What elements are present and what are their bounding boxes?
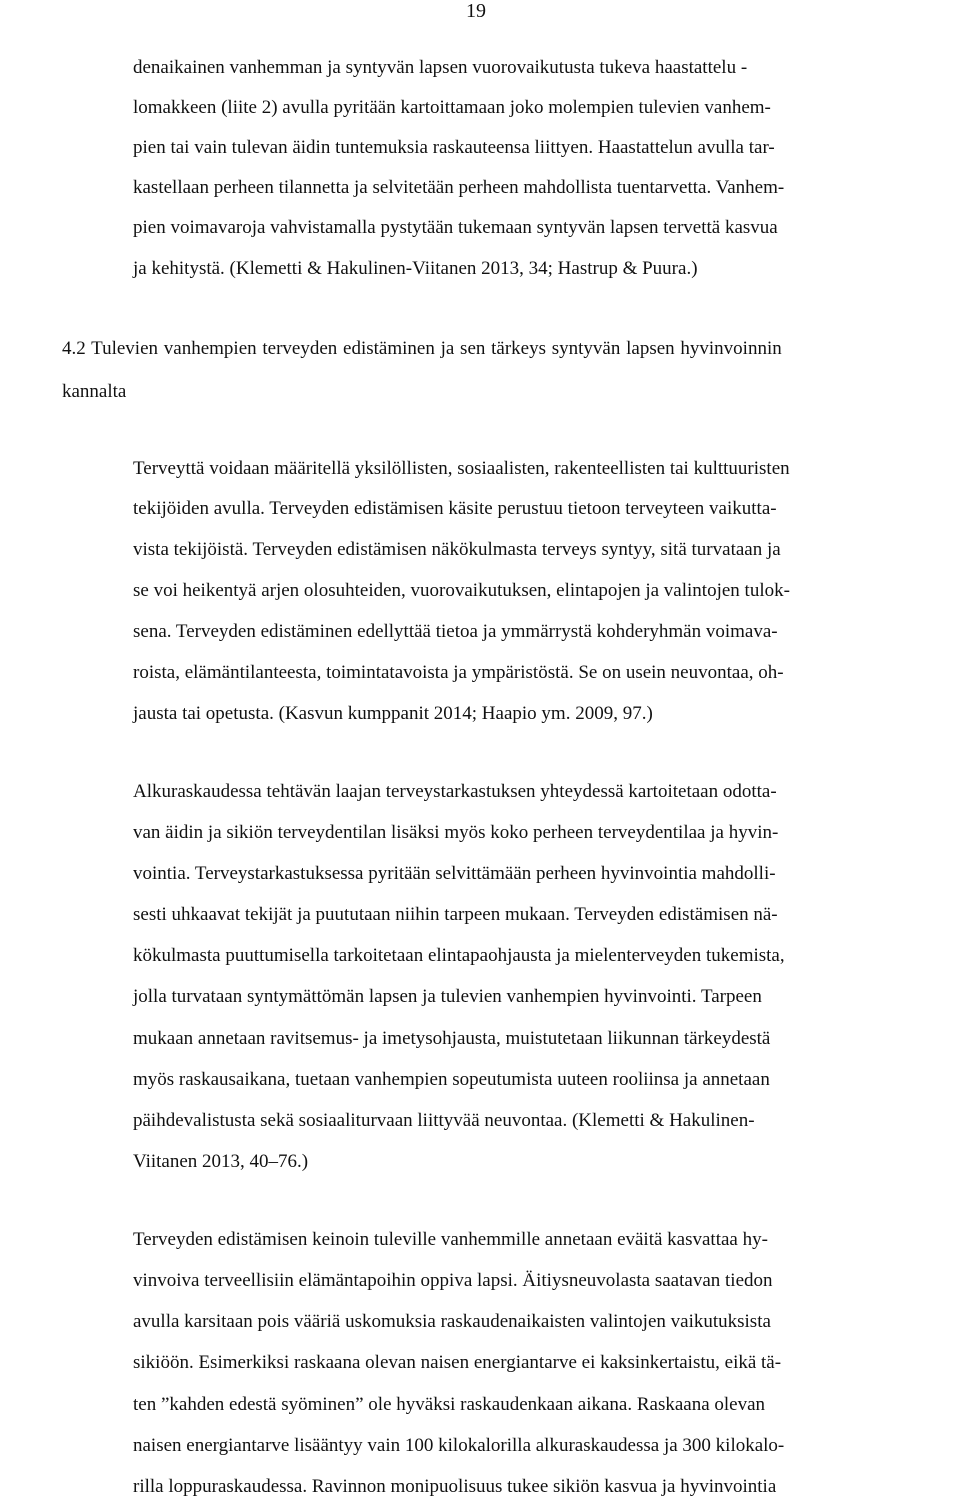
text-line: van äidin ja sikiön terveydentilan lisäksi myös koko perheen terveydentilaa ja hyvin-: [133, 822, 779, 843]
text-line: Terveyttä voidaan määritellä yksilöllisten, sosiaalisten, rakenteellisten tai kulttuuristen: [133, 458, 790, 479]
text-line: kastellaan perheen tilannetta ja selvitetään perheen mahdollista tuentarvetta. Vanhem-: [133, 177, 785, 198]
text-line: sesti uhkaavat tekijät ja puututaan niihin tarpeen mukaan. Terveyden edistämisen nä-: [133, 904, 778, 925]
text-line: pien tai vain tulevan äidin tuntemuksia raskauteensa liittyen. Haastattelun avulla tar-: [133, 137, 775, 158]
text-line: sena. Terveyden edistäminen edellyttää tietoa ja ymmärrystä kohderyhmän voimava-: [133, 621, 778, 642]
text-line: sikiöön. Esimerkiksi raskaana olevan naisen energiantarve ei kaksinkertaistu, eikä tä-: [133, 1352, 782, 1373]
text-line: Terveyden edistämisen keinoin tuleville vanhemmille annetaan eväitä kasvattaa hy-: [133, 1229, 768, 1250]
text-line: Alkuraskaudessa tehtävän laajan terveystarkastuksen yhteydessä kartoitetaan odotta-: [133, 781, 777, 802]
text-line: ten ”kahden edestä syöminen” ole hyväksi raskaudenkaan aikana. Raskaana olevan: [133, 1394, 766, 1415]
text-line: denaikainen vanhemman ja syntyvän lapsen vuorovaikutusta tukeva haastattelu -: [133, 57, 748, 78]
text-line: jausta tai opetusta. (Kasvun kumppanit 2014; Haapio ym. 2009, 97.): [133, 703, 653, 724]
text-line: rilla loppuraskaudessa. Ravinnon monipuolisuus tukee sikiön kasvua ja hyvinvointia: [133, 1476, 777, 1497]
text-line: Viitanen 2013, 40–76.): [133, 1151, 309, 1172]
heading-line: kannalta: [62, 381, 127, 402]
text-line: pien voimavaroja vahvistamalla pystytään tukemaan syntyvän lapsen tervettä kasvua: [133, 217, 778, 238]
text-line: myös raskausaikana, tuetaan vanhempien sopeutumista uuteen rooliinsa ja annetaan: [133, 1069, 770, 1090]
text-line: vointia. Terveystarkastuksessa pyritään selvittämään perheen hyvinvointia mahdolli-: [133, 863, 776, 884]
text-line: kökulmasta puuttumisella tarkoitetaan elintapaohjausta ja mielenterveyden tukemista,: [133, 945, 785, 966]
text-line: naisen energiantarve lisääntyy vain 100 kilokalorilla alkuraskaudessa ja 300 kilokalo-: [133, 1435, 785, 1456]
text-line: jolla turvataan syntymättömän lapsen ja tulevien vanhempien hyvinvointi. Tarpeen: [133, 986, 762, 1007]
text-line: avulla karsitaan pois vääriä uskomuksia raskaudenaikaisten valintojen vaikutuksista: [133, 1311, 771, 1332]
text-line: se voi heikentyä arjen olosuhteiden, vuorovaikutuksen, elintapojen ja valintojen tulok-: [133, 580, 790, 601]
text-line: mukaan annetaan ravitsemus- ja imetysohjausta, muistutetaan liikunnan tärkeydestä: [133, 1028, 771, 1049]
heading-line: 4.2 Tulevien vanhempien terveyden edistäminen ja sen tärkeys syntyvän lapsen hyvinvoinnin: [62, 338, 782, 359]
text-line: roista, elämäntilanteesta, toimintatavoista ja ympäristöstä. Se on usein neuvontaa, oh-: [133, 662, 784, 683]
page-number: 19: [466, 0, 486, 22]
text-line: ja kehitystä. (Klemetti & Hakulinen-Viitanen 2013, 34; Hastrup & Puura.): [133, 258, 698, 279]
text-line: tekijöiden avulla. Terveyden edistämisen käsite perustuu tietoon terveyteen vaikutta-: [133, 498, 777, 519]
text-line: vista tekijöistä. Terveyden edistämisen näkökulmasta terveys syntyy, sitä turvataan ja: [133, 539, 781, 560]
text-line: vinvoiva terveellisiin elämäntapoihin oppiva lapsi. Äitiysneuvolasta saatavan tiedon: [133, 1270, 773, 1291]
text-line: päihdevalistusta sekä sosiaaliturvaan liittyvää neuvontaa. (Klemetti & Hakulinen-: [133, 1110, 755, 1131]
text-line: lomakkeen (liite 2) avulla pyritään kartoittamaan joko molempien tulevien vanhem-: [133, 97, 771, 118]
